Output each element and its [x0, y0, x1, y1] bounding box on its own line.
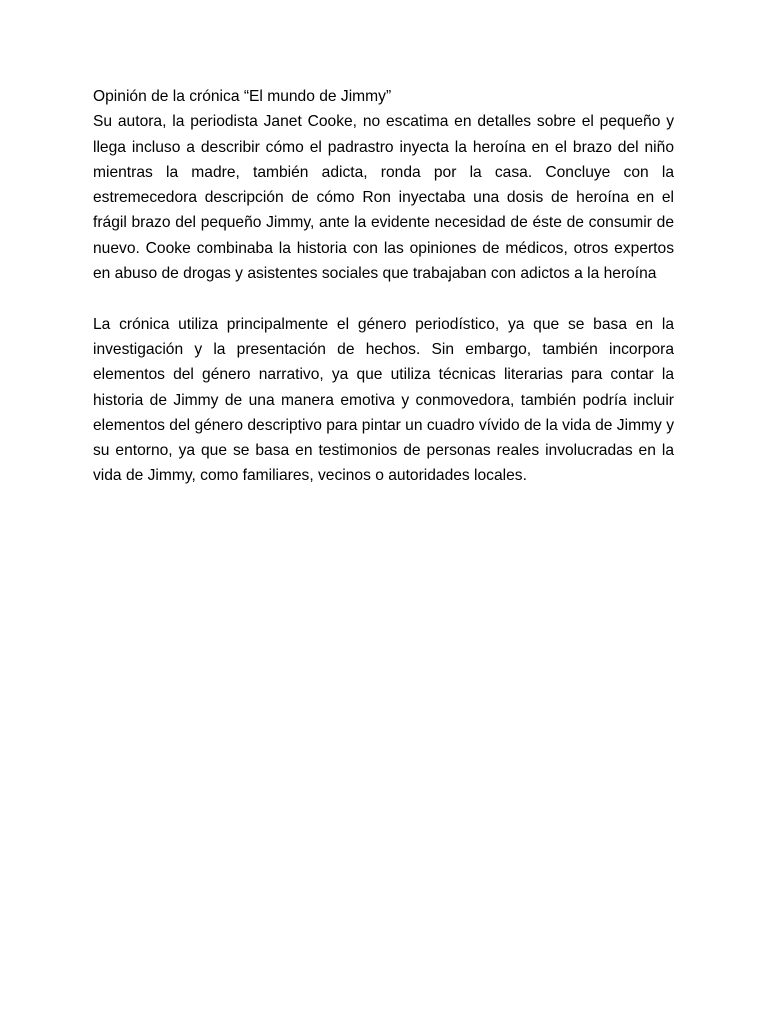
paragraph-summary: Su autora, la periodista Janet Cooke, no escatima en detalles sobre el pequeño y llega incluso a describir cómo el padrastro inyecta la heroína en el brazo del niño mientras la madre, también adicta, ronda por la casa. Concluye con la estremecedora descripción de cómo Ron inyectaba una dosis de heroína en el frágil brazo del pequeño Jimmy, ante la evidente necesidad de éste de consumir de nuevo. Cooke combinaba la historia con las opiniones de médicos, otros expertos en abuso de drogas y asistentes sociales que trabajaban con adictos a la heroína: [93, 113, 674, 283]
paragraph-analysis: La crónica utiliza principalmente el género periodístico, ya que se basa en la investigación y la presentación de hechos. Sin embargo, también incorpora elementos del género narrativo, ya que utiliza técnicas literarias para contar la historia de Jimmy de una manera emotiva y conmovedora, también podría incluir elementos del género descriptivo para pintar un cuadro vívido de la vida de Jimmy y su entorno, ya que se basa en testimonios de personas reales involucradas en la vida de Jimmy, como familiares, vecinos o autoridades locales.: [93, 315, 674, 485]
document-title: Opinión de la crónica “El mundo de Jimmy”: [93, 88, 392, 105]
document-body: [93, 84, 674, 489]
